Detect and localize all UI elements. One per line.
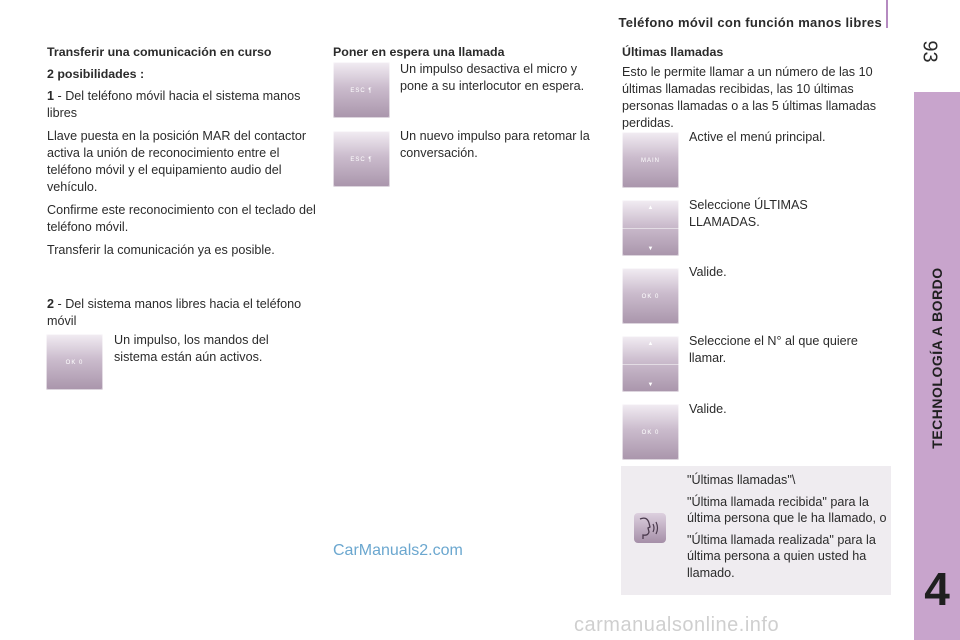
- ok-button-description: Un impulso, los mandos del sistema están aún activos.: [114, 333, 269, 364]
- up-arrow-icon: ▲: [647, 341, 654, 347]
- option-2: [47, 296, 319, 330]
- section-heading: Transferir una comunicación en curso: [47, 45, 272, 59]
- page-number: 93: [918, 40, 941, 63]
- option-number: 1: [47, 89, 55, 103]
- esc-button-description: Un impulso desactiva el micro y pone a su interlocutor en espera.: [400, 62, 585, 93]
- option-text: - Del teléfono móvil hacia el sistema manos libres: [47, 89, 301, 120]
- down-arrow-icon: ▼: [647, 246, 654, 252]
- esc-button-image: [333, 62, 390, 118]
- column-transfer-call: [47, 44, 319, 265]
- button-label: OK 0: [65, 360, 84, 366]
- chapter-title: TECHNOLOGÍA A BORDO: [929, 267, 945, 449]
- ok-button-image: [622, 268, 679, 324]
- page-header-title: Teléfono móvil con función manos libres: [618, 15, 882, 30]
- voice-command-text: [687, 472, 887, 586]
- step-text: Seleccione ÚLTIMAS LLAMADAS.: [689, 198, 808, 229]
- esc-button-image: [333, 131, 390, 187]
- voice-command-icon: [634, 513, 666, 543]
- section-subheading: 2 posibilidades :: [47, 67, 145, 81]
- voice-command-box: [621, 466, 891, 595]
- voice-command-line: "Última llamada realizada" para la última persona a quien usted ha llamado.: [687, 532, 876, 580]
- step-text: Valide.: [689, 402, 727, 416]
- voice-command-line: "Última llamada recibida" para la última persona que le ha llamado, o: [687, 494, 887, 525]
- step-text: Seleccione el N° al que quiere llamar.: [689, 334, 858, 365]
- watermark: carmanualsonline.info: [574, 614, 780, 636]
- voice-command-line: "Últimas llamadas"\: [687, 473, 796, 487]
- button-label: OK 0: [641, 294, 660, 300]
- step-text: Active el menú principal.: [689, 130, 826, 144]
- chapter-side-tab: [914, 92, 960, 640]
- button-label: ESC ¶: [350, 157, 373, 163]
- main-button-image: [622, 132, 679, 188]
- ok-button-image: [46, 334, 103, 390]
- esc-button-description: Un nuevo impulso para retomar la conversación.: [400, 129, 590, 160]
- arrows-button-image: [622, 200, 679, 256]
- speaking-head-icon: [634, 513, 666, 543]
- option-1: [47, 88, 319, 122]
- watermark: CarManuals2.com: [333, 542, 463, 559]
- ok-button-image: [622, 404, 679, 460]
- paragraph: Llave puesta en la posición MAR del contactor activa la unión de reconocimiento entre el teléfono móvil y el equipamiento audio del vehículo.: [47, 129, 307, 194]
- button-label: MAIN: [641, 158, 660, 164]
- column-last-calls: [622, 44, 890, 132]
- paragraph: Confirme este reconocimiento con el teclado del teléfono móvil.: [47, 203, 316, 234]
- step-text: Valide.: [689, 265, 727, 279]
- down-arrow-icon: ▼: [647, 382, 654, 388]
- section-heading: Últimas llamadas: [622, 45, 724, 59]
- section-heading: Poner en espera una llamada: [333, 45, 505, 59]
- chapter-number: 4: [924, 563, 950, 615]
- up-arrow-icon: ▲: [647, 205, 654, 211]
- paragraph: Transferir la comunicación ya es posible.: [47, 243, 275, 257]
- option-text: - Del sistema manos libres hacia el teléfono móvil: [47, 297, 302, 328]
- arrows-button-image: [622, 336, 679, 392]
- button-label: OK 0: [641, 430, 660, 436]
- option-number: 2: [47, 297, 55, 311]
- button-label: ESC ¶: [350, 88, 373, 94]
- header-divider: [886, 0, 888, 28]
- section-intro: Esto le permite llamar a un número de las 10 últimas llamadas recibidas, las 10 últimas personas llamadas o a las 5 últimas llamadas perdidas.: [622, 65, 877, 130]
